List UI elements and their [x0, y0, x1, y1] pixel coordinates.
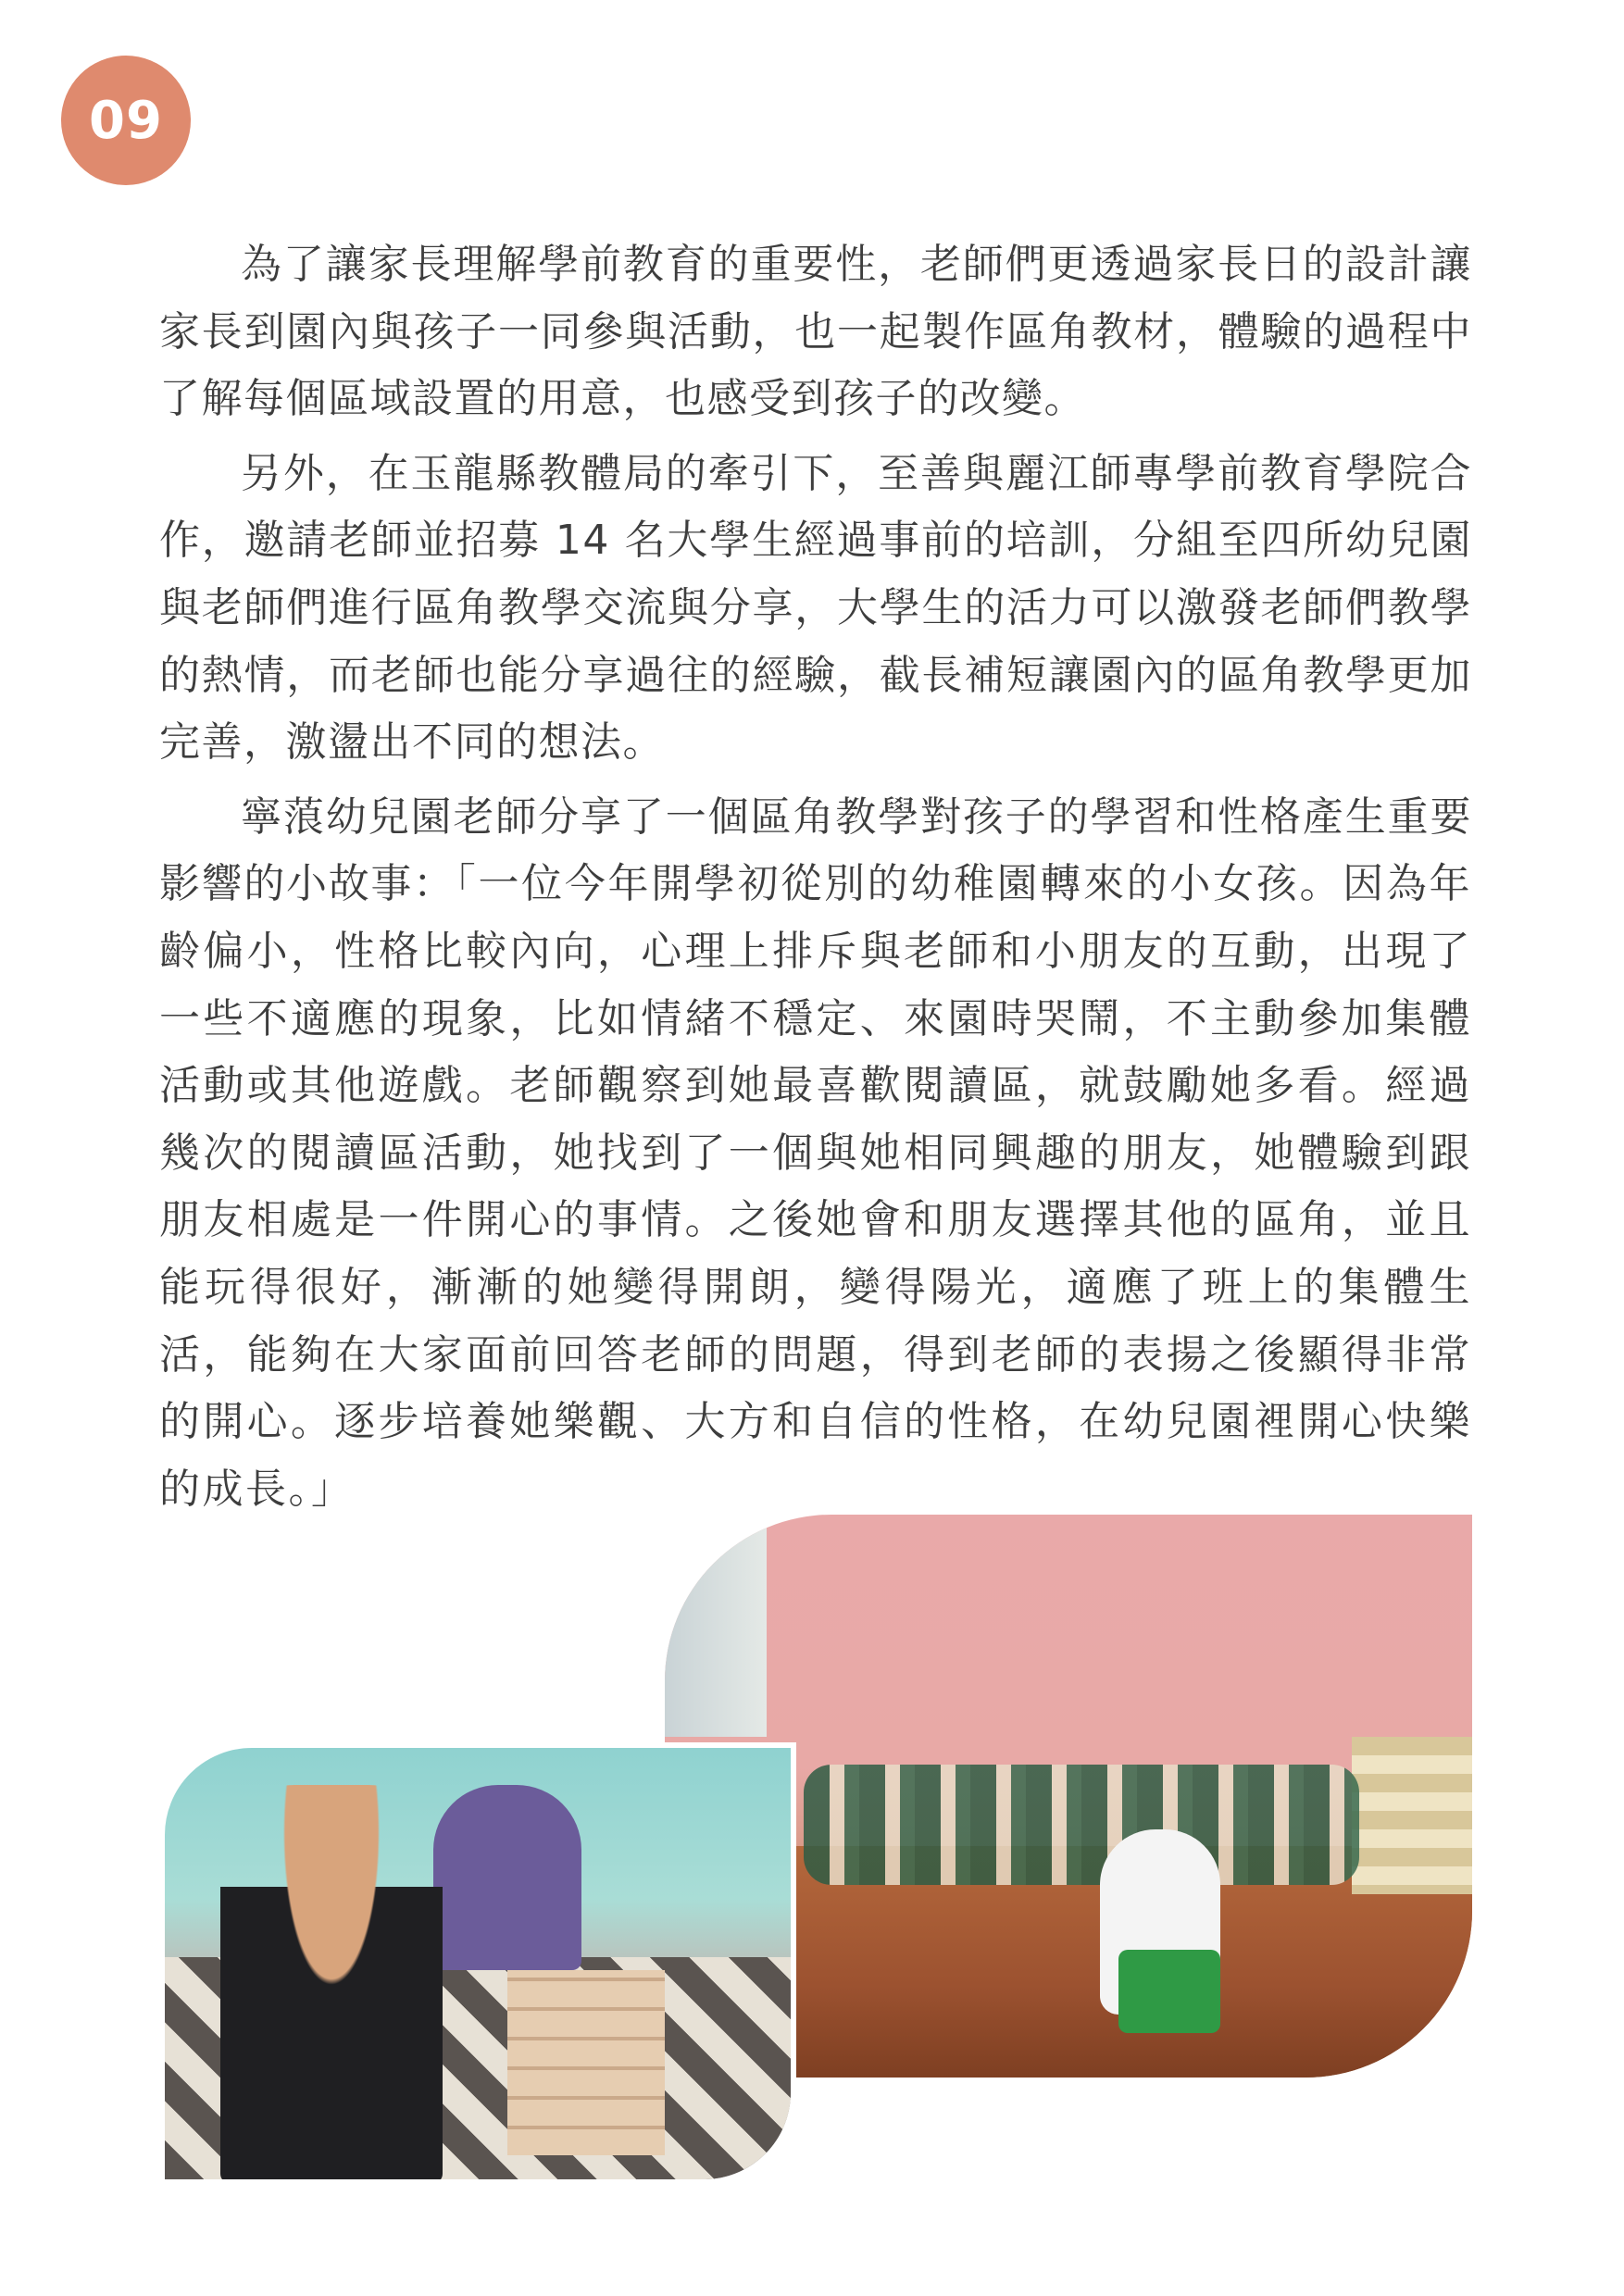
article-body: [159, 231, 1472, 1530]
photo-shelf: [1352, 1737, 1472, 1894]
paragraph-3: [159, 784, 1472, 1524]
page-number-badge: [61, 56, 191, 185]
photo-boy-peace-sign: [220, 1785, 443, 2183]
block-play-photo: [159, 1742, 796, 2185]
photo-window: [665, 1515, 767, 1737]
paragraph-3-quote: 「一位今年開學初從別的幼稚園轉來的小女孩。因為年齡偏小，性格比較內向，心理上排斥與老師和小朋友的互動，出現了一些不適應的現象，比如情緒不穩定、來園時哭鬧，不主動參加集體活動或其他遊戲。老師觀察到她最喜歡閱讀區，就鼓勵她多看。經過幾次的閱讀區活動，她找到了一個與她相同興趣的朋友，她體驗到跟朋友相處是一件開心的事情。之後她會和朋友選擇其他的區角，並且能玩得很好，漸漸的她變得開朗，變得陽光，適應了班上的集體生活，能夠在大家面前回答老師的問題，得到老師的表揚之後顯得非常的開心。逐步培養她樂觀、大方和自信的性格，在幼兒園裡開心快樂的成長。」: [159, 860, 1473, 1513]
photo-child-purple: [433, 1785, 581, 1970]
photo-seated-children: [804, 1765, 1359, 1885]
photo-wooden-blocks: [507, 1970, 665, 2155]
photo-green-chair: [1118, 1950, 1220, 2033]
paragraph-3-intro: 寧蒗幼兒園老師分享了一個區角教學對孩子的學習和性格產生重要影響的小故事：: [159, 792, 1472, 908]
paragraph-1: 為了讓家長理解學前教育的重要性，老師們更透過家長日的設計讓家長到園內與孩子一同參與活動，也一起製作區角教材，體驗的過程中了解每個區域設置的用意，也感受到孩子的改變。: [159, 241, 1472, 423]
page-number: 09: [89, 90, 163, 151]
paragraph-2: 另外，在玉龍縣教體局的牽引下，至善與麗江師專學前教育學院合作，邀請老師並招募 14 名大學生經過事前的培訓，分組至四所幼兒園與老師們進行區角教學交流與分享，大學生的活力可以激發老師們教學的熱情，而老師也能分享過往的經驗，截長補短讓園內的區角教學更加完善，激盪出不同的想法。: [159, 449, 1472, 767]
